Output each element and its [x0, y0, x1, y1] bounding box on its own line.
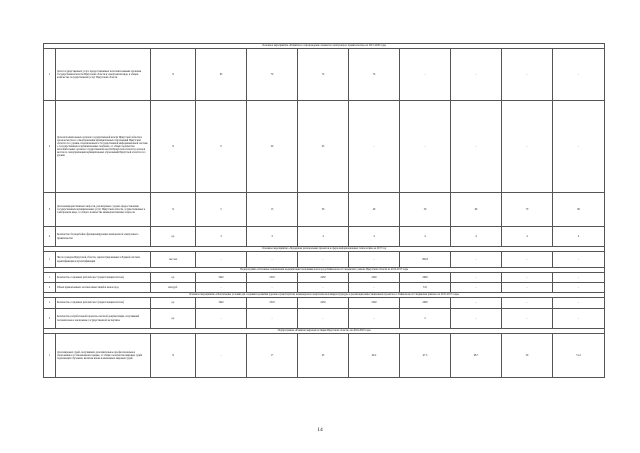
- section-title: Подпрограмма «Основные направления модернизации экономики моногорода Байкальска и Слюдянского района Иркутской области на 2015-2017 годы: [44, 268, 605, 273]
- row-number: 3: [44, 193, 56, 227]
- indicator-name: Число граждан Иркутской области, зарегистрированных в Единой системе идентификации и аутентификации: [56, 252, 151, 268]
- value-cell: -: [349, 283, 400, 293]
- unit-cell: ед.: [151, 309, 196, 329]
- value-cell: -: [553, 273, 605, 283]
- value-cell: 17: [247, 334, 298, 378]
- value-cell: 4: [247, 227, 298, 247]
- row-number: 4: [44, 227, 56, 247]
- value-cell: 282.8: [400, 252, 451, 268]
- value-cell: 4: [451, 227, 502, 247]
- value-cell: 70: [502, 193, 553, 227]
- value-cell: -: [451, 298, 502, 309]
- value-cell: -: [451, 309, 502, 329]
- value-cell: 2600: [400, 298, 451, 309]
- value-cell: 72: [298, 49, 349, 101]
- unit-cell: %: [151, 193, 196, 227]
- value-cell: -: [298, 283, 349, 293]
- row-number: 1: [44, 334, 56, 378]
- section-title: Подпрограмма «Развитие мировой юстиции Иркутской области» на 2016-2020 годы: [44, 329, 605, 334]
- value-cell: 2600: [400, 273, 451, 283]
- value-cell: 2318: [247, 273, 298, 283]
- table-row: [44, 273, 605, 283]
- page-number: 14: [317, 427, 323, 433]
- indicator-name: Количество разработанной проектно-сметной документации, получившей положительное заключение государственной экспертизы: [56, 309, 151, 329]
- value-cell: 51.2: [553, 334, 605, 378]
- value-cell: 50: [400, 193, 451, 227]
- unit-cell: ед.: [151, 273, 196, 283]
- indicator-name: Объем привлеченных частных инвестиций в моногород: [56, 283, 151, 293]
- value-cell: 45: [298, 334, 349, 378]
- value-cell: 4: [400, 227, 451, 247]
- unit-cell: ед.: [151, 298, 196, 309]
- unit-cell: ед.: [151, 227, 196, 247]
- table-row: [44, 298, 605, 309]
- table-row: [44, 252, 605, 268]
- unit-cell: %: [151, 101, 196, 193]
- value-cell: -: [247, 252, 298, 268]
- value-cell: -: [400, 49, 451, 101]
- indicator-name: Доля межведомственных запросов, реализуемых с целью предоставления государственных муниципальных услуг Иркутской области, осуществляемых в электронном виде, от общего количества межведомственных запросов: [56, 193, 151, 227]
- value-cell: 60: [451, 193, 502, 227]
- value-cell: -: [196, 309, 247, 329]
- value-cell: 20: [247, 101, 298, 193]
- unit-cell: %: [151, 49, 196, 101]
- unit-cell: млн.руб.: [151, 283, 196, 293]
- indicator-name: Доля государственных услуг, предоставляемых исполнительными органами государственной власти Иркутской области в электронном виде, в общем количестве государственных услуг Иркутской области: [56, 49, 151, 101]
- value-cell: -: [196, 252, 247, 268]
- indicator-name: Доля мировых судей, получивших дополнительное профессиональное образование в установленном порядке, от общего количества мировых судей подлежащих обучению, включая вновь назначенных мировых судей: [56, 334, 151, 378]
- value-cell: 70: [247, 49, 298, 101]
- value-cell: 2450: [298, 273, 349, 283]
- value-cell: -: [502, 252, 553, 268]
- value-cell: -: [451, 273, 502, 283]
- section-title: Основное мероприятие «Поддержка региональных проектов в сфере информационных технологий» на 2017 год: [44, 247, 605, 252]
- indicator-table-sheet: [43, 43, 604, 378]
- value-cell: -: [502, 283, 553, 293]
- value-cell: 48.7: [451, 334, 502, 378]
- value-cell: -: [502, 101, 553, 193]
- value-cell: -: [247, 283, 298, 293]
- value-cell: -: [298, 252, 349, 268]
- row-number: 2: [44, 309, 56, 329]
- indicator-name: Доля исполнительных органов государственной власти Иркутской области и органов местного самоуправления муниципальных образований Иркутской области 2-го уровня, подключенных к Государственной информационной системе о государственных и муниципальных платежах, от общего количества исполнительных органов государственной власти Иркутской области и органов местного самоуправления муниципальных образований Иркутской области 2-го уровня: [56, 101, 151, 193]
- value-cell: -: [553, 309, 605, 329]
- value-cell: 15: [247, 193, 298, 227]
- value-cell: 30: [298, 193, 349, 227]
- value-cell: -: [553, 49, 605, 101]
- value-cell: -: [400, 101, 451, 193]
- table-row: [44, 193, 605, 227]
- value-cell: -: [451, 283, 502, 293]
- table-row: [44, 49, 605, 101]
- value-cell: 2450: [298, 298, 349, 309]
- value-cell: 1942: [196, 298, 247, 309]
- value-cell: -: [553, 101, 605, 193]
- value-cell: -: [349, 309, 400, 329]
- value-cell: 2: [400, 309, 451, 329]
- row-number: 2: [44, 101, 56, 193]
- value-cell: 1942: [196, 273, 247, 283]
- indicator-name: Количество бесперебойно функционирующих компонентов электронного правительства: [56, 227, 151, 247]
- section-title: Основное мероприятие «Развитие и сопровождение элементов электронного правительства» на 2015-2020 годы: [44, 44, 605, 49]
- value-cell: -: [451, 49, 502, 101]
- value-cell: 315: [400, 283, 451, 293]
- value-cell: -: [247, 309, 298, 329]
- value-cell: 5: [196, 193, 247, 227]
- value-cell: -: [502, 273, 553, 283]
- table-row: [44, 334, 605, 378]
- value-cell: -: [349, 252, 400, 268]
- value-cell: 2540: [349, 298, 400, 309]
- value-cell: 4: [349, 227, 400, 247]
- row-number: 1: [44, 49, 56, 101]
- value-cell: -: [553, 252, 605, 268]
- row-number: 2: [44, 283, 56, 293]
- value-cell: -: [502, 49, 553, 101]
- value-cell: 3: [196, 227, 247, 247]
- value-cell: 80: [553, 193, 605, 227]
- value-cell: 40: [349, 193, 400, 227]
- indicator-name: Количество созданных рабочих мест (нарастающим итогом): [56, 273, 151, 283]
- value-cell: -: [502, 309, 553, 329]
- value-cell: 2318: [247, 298, 298, 309]
- value-cell: 4: [502, 227, 553, 247]
- indicator-table: [43, 43, 605, 378]
- unit-cell: %: [151, 334, 196, 378]
- value-cell: -: [451, 252, 502, 268]
- value-cell: -: [196, 283, 247, 293]
- value-cell: 4: [298, 227, 349, 247]
- value-cell: 40.2: [349, 334, 400, 378]
- value-cell: 2540: [349, 273, 400, 283]
- value-cell: -: [502, 298, 553, 309]
- table-row: [44, 101, 605, 193]
- table-row: [44, 283, 605, 293]
- row-number: 1: [44, 298, 56, 309]
- value-cell: 65: [196, 49, 247, 101]
- value-cell: -: [298, 309, 349, 329]
- row-number: 1: [44, 252, 56, 268]
- value-cell: -: [553, 283, 605, 293]
- value-cell: -: [451, 101, 502, 193]
- row-number: 1: [44, 273, 56, 283]
- value-cell: 47.5: [400, 334, 451, 378]
- value-cell: 50: [502, 334, 553, 378]
- table-row: [44, 227, 605, 247]
- indicator-name: Количество созданных рабочих мест (нарастающим итогом): [56, 298, 151, 309]
- value-cell: -: [349, 101, 400, 193]
- value-cell: 4: [553, 227, 605, 247]
- value-cell: -: [553, 298, 605, 309]
- unit-cell: тыс.чел: [151, 252, 196, 268]
- value-cell: 0: [196, 101, 247, 193]
- value-cell: -: [196, 334, 247, 378]
- table-row: [44, 309, 605, 329]
- value-cell: 74: [349, 49, 400, 101]
- value-cell: 45: [298, 101, 349, 193]
- section-title: Основное мероприятие «Обеспечение условий для создания и развития дорожно-транспортной, инженерной и энергетической инфраструктуры в реализации инвестиционных проектов в г. Байкальске и Слюдянском районе» на 2015-2017 годы»: [44, 293, 605, 298]
